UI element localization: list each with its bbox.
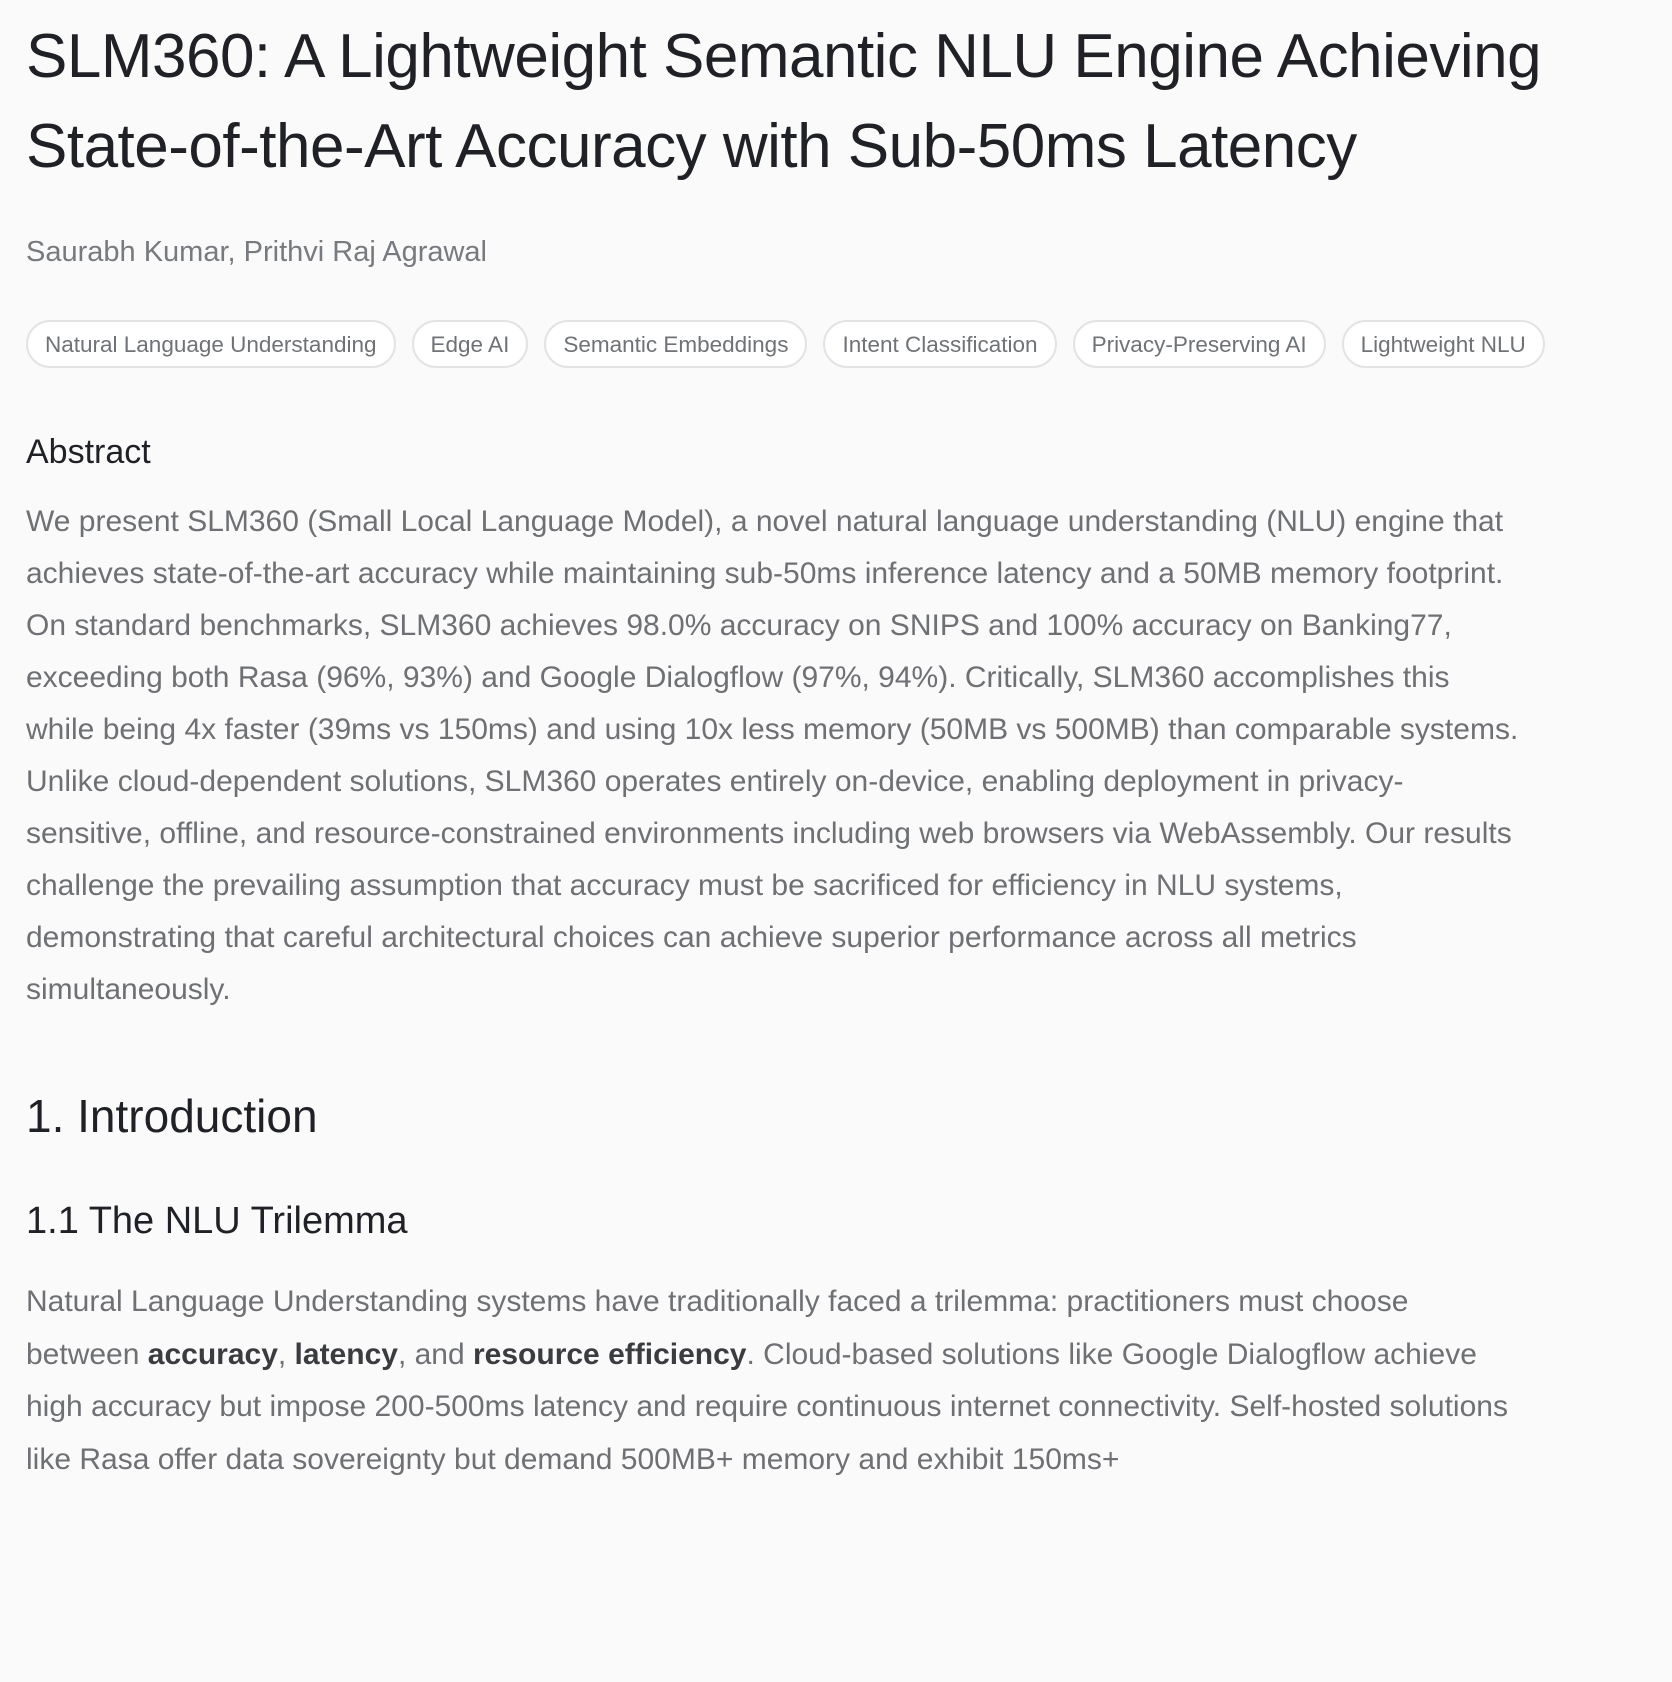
keyword-tags [26,320,1546,368]
paragraph-text: . Cloud-based solutions like Google Dialogflow achieve high accuracy but impose 200-500ms latency and require continuous internet connectivity. Self-hosted solutions like Rasa offer data sovereignty but demand 500MB+ memory and exhibit 150ms+ [26,1337,1508,1476]
paragraph-text: Natural Language Understanding systems have traditionally faced a trilemma: practitioners must choose between [26,1285,1409,1371]
keyword-tag[interactable]: Privacy-Preserving AI [1073,320,1326,368]
abstract-text: We present SLM360 (Small Local Language Model), a novel natural language understanding (NLU) engine that achieves state-of-the-art accuracy while maintaining sub-50ms inference latency and a 50MB memory footprint. On standard benchmarks, SLM360 achieves 98.0% accuracy on SNIPS and 100% accuracy on Banking77, exceeding both Rasa (96%, 93%) and Google Dialogflow (97%, 94%). Critically, SLM360 accomplishes this while being 4x faster (39ms vs 150ms) and using 10x less memory (50MB vs 500MB) than comparable systems. Unlike cloud-dependent solutions, SLM360 operates entirely on-device, enabling deployment in privacy-sensitive, offline, and resource-constrained environments including web browsers via WebAssembly. Our results challenge the prevailing assumption that accuracy must be sacrificed for efficiency in NLU systems, demonstrating that careful architectural choices can achieve superior performance across all metrics simultaneously. [26,505,1519,1006]
emphasis-accuracy: accuracy [147,1337,278,1371]
keyword-tag[interactable]: Lightweight NLU [1342,320,1545,368]
emphasis-resource-efficiency: resource efficiency [473,1337,747,1371]
keyword-tag[interactable]: Natural Language Understanding [26,320,396,368]
trilemma-paragraph [26,1276,1526,1486]
paper-title: SLM360: A Lightweight Semantic NLU Engine Achieving State-of-the-Art Accuracy with Sub-50ms Latency [26,22,1542,181]
keyword-tag[interactable]: Edge AI [412,320,529,368]
keyword-tag[interactable]: Semantic Embeddings [544,320,807,368]
keyword-tag[interactable]: Intent Classification [823,320,1056,368]
paper-authors: Saurabh Kumar, Prithvi Raj Agrawal [26,236,487,268]
paragraph-text: , [277,1337,295,1371]
abstract-heading: Abstract [26,433,151,471]
trilemma-heading: 1.1 The NLU Trilemma [26,1200,408,1242]
introduction-heading: 1. Introduction [26,1090,318,1142]
paragraph-text: , and [397,1337,473,1371]
emphasis-latency: latency [294,1337,398,1371]
